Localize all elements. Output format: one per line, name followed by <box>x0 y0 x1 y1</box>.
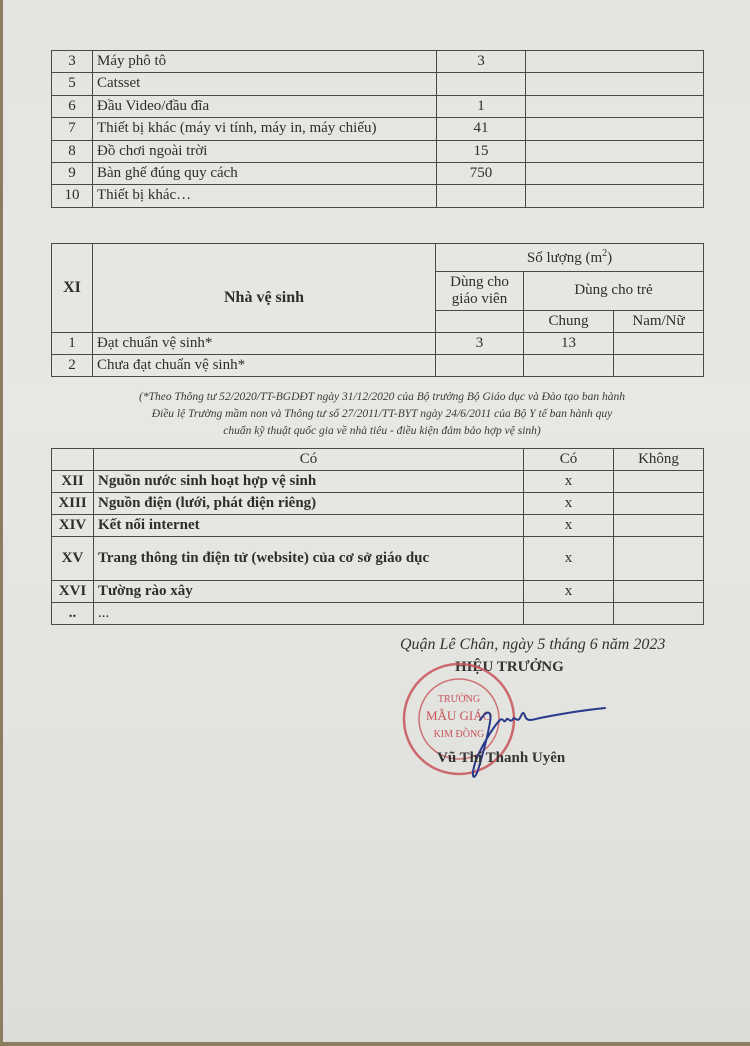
item-name: Thiết bị khác (máy vi tính, máy in, máy chiếu) <box>93 118 437 140</box>
row-number: 9 <box>52 162 93 184</box>
item-name: Tường rào xây <box>94 581 524 603</box>
header-row <box>52 449 704 471</box>
item-quantity <box>437 73 526 95</box>
yes-mark: x <box>524 471 614 493</box>
teacher-value <box>436 355 524 377</box>
quantity-header <box>436 244 704 272</box>
row-number: XVI <box>52 581 94 603</box>
row-number: XV <box>52 537 94 581</box>
table-row <box>52 537 704 581</box>
table-row <box>52 355 704 377</box>
no-mark <box>614 493 704 515</box>
no-mark <box>614 537 704 581</box>
section-title: Nhà vệ sinh <box>93 244 436 333</box>
no-mark <box>614 471 704 493</box>
item-name: Kết nối internet <box>94 515 524 537</box>
yes-mark <box>524 603 614 625</box>
stamp-line-3: KIM ĐỒNG <box>433 729 485 740</box>
footnote-line: chuẩn kỹ thuật quốc gia về nhà tiêu - điều kiện đảm bảo hợp vệ sinh) <box>223 425 541 437</box>
footnote <box>56 389 708 440</box>
table-row <box>52 493 704 515</box>
item-extra <box>526 73 704 95</box>
facility-table <box>51 448 704 625</box>
no-mark <box>614 515 704 537</box>
teacher-value: 3 <box>436 333 524 355</box>
item-name: Catsset <box>93 73 437 95</box>
quantity-label-end: ) <box>607 249 613 266</box>
item-header: Có <box>94 449 524 471</box>
no-mark <box>614 581 704 603</box>
row-number: 3 <box>52 51 93 73</box>
blank-header <box>52 449 94 471</box>
item-name: Đồ chơi ngoài trời <box>93 140 437 162</box>
row-number: 7 <box>52 118 93 140</box>
signer-name: Vũ Thị Thanh Uyên <box>437 750 566 766</box>
row-number: 6 <box>52 95 93 117</box>
item-name: Đạt chuẩn vệ sinh* <box>93 333 436 355</box>
common-header: Chung <box>524 311 614 333</box>
item-name: Thiết bị khác… <box>93 185 437 207</box>
item-extra <box>526 185 704 207</box>
row-number: XIV <box>52 515 94 537</box>
item-quantity: 1 <box>437 95 526 117</box>
item-name: Máy phô tô <box>93 51 437 73</box>
item-quantity: 41 <box>437 118 526 140</box>
row-number: 1 <box>52 333 93 355</box>
children-header: Dùng cho trẻ <box>524 272 704 311</box>
footnote-line: Điều lệ Trường mầm non và Thông tư số 27/2011/TT-BYT ngày 24/6/2011 của Bộ Y tế ban hành quy <box>151 408 613 420</box>
item-name: Trang thông tin điện tử (website) của cơ sở giáo dục <box>94 537 524 581</box>
toilet-table <box>51 243 704 377</box>
row-number: 5 <box>52 73 93 95</box>
common-value: 13 <box>524 333 614 355</box>
equipment-table <box>51 50 704 208</box>
gender-value <box>614 355 704 377</box>
paper-edge <box>0 1042 750 1046</box>
item-quantity: 3 <box>437 51 526 73</box>
place-date: Quận Lê Chân, ngày 5 tháng 6 năm 2023 <box>400 636 666 653</box>
table-row <box>52 51 704 73</box>
table-row <box>52 515 704 537</box>
stamp-line-2: MẪU GIÁO <box>425 708 493 723</box>
table-row <box>52 333 704 355</box>
yes-header: Có <box>524 449 614 471</box>
row-number: 2 <box>52 355 93 377</box>
item-extra <box>526 95 704 117</box>
no-mark <box>614 603 704 625</box>
section-number: XI <box>52 244 93 333</box>
item-name: Nguồn điện (lưới, phát điện riêng) <box>94 493 524 515</box>
row-number: 10 <box>52 185 93 207</box>
item-name: Chưa đạt chuẩn vệ sinh* <box>93 355 436 377</box>
item-quantity: 15 <box>437 140 526 162</box>
common-value <box>524 355 614 377</box>
item-name: Nguồn nước sinh hoạt hợp vệ sinh <box>94 471 524 493</box>
table-row <box>52 581 704 603</box>
quantity-label: Số lượng (m <box>526 249 603 266</box>
table-row <box>52 185 704 207</box>
item-extra <box>526 162 704 184</box>
row-number: XII <box>52 471 94 493</box>
row-number: .. <box>52 603 94 625</box>
item-name: Bàn ghế đúng quy cách <box>93 162 437 184</box>
table-row <box>52 95 704 117</box>
teacher-header: Dùng cho giáo viên <box>436 272 524 311</box>
item-extra <box>526 118 704 140</box>
stamp-line-1: TRƯỜNG <box>437 694 481 705</box>
gender-value <box>614 333 704 355</box>
row-number: XIII <box>52 493 94 515</box>
no-header: Không <box>614 449 704 471</box>
unit-superscript: 2 <box>602 247 608 259</box>
item-extra <box>526 140 704 162</box>
item-name: Đầu Video/đầu đĩa <box>93 95 437 117</box>
item-extra <box>526 51 704 73</box>
footnote-line: (*Theo Thông tư 52/2020/TT-BGDĐT ngày 31/12/2020 của Bộ trưởng Bộ Giáo dục và Đào tạo ban hành <box>139 391 625 403</box>
signer-title: HIỆU TRƯỞNG <box>455 659 564 675</box>
row-number: 8 <box>52 140 93 162</box>
item-quantity <box>437 185 526 207</box>
table-row <box>52 73 704 95</box>
teacher-subheader <box>436 311 524 333</box>
yes-mark: x <box>524 537 614 581</box>
table-row <box>52 471 704 493</box>
header-row <box>52 244 704 272</box>
paper-edge <box>0 0 3 1046</box>
table-row <box>52 603 704 625</box>
gender-header: Nam/Nữ <box>614 311 704 333</box>
table-row <box>52 162 704 184</box>
handwritten-signature <box>470 690 620 785</box>
table-row <box>52 118 704 140</box>
yes-mark: x <box>524 515 614 537</box>
item-quantity: 750 <box>437 162 526 184</box>
yes-mark: x <box>524 581 614 603</box>
table-row <box>52 140 704 162</box>
yes-mark: x <box>524 493 614 515</box>
item-name: ... <box>94 603 524 625</box>
